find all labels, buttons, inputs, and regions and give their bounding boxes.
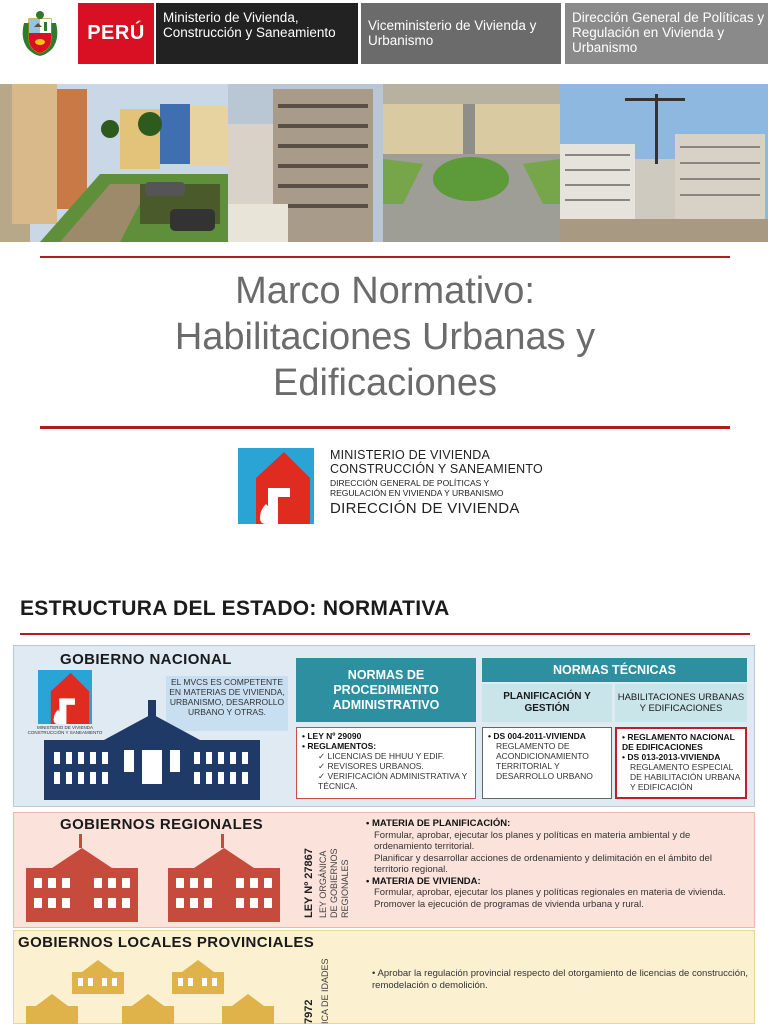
housing-photo xyxy=(0,84,228,242)
ley-regional-desc-2: DE GOBIERNOS xyxy=(329,848,339,918)
mvcs-note: EL MVCS ES COMPETENTE EN MATERIAS DE VIVIENDA, URBANISMO, DESARROLLO URBANO Y OTRAS. xyxy=(166,676,288,731)
photo-strip xyxy=(0,84,768,242)
hab-rne: • REGLAMENTO NACIONAL DE EDIFICACIONES xyxy=(622,732,735,752)
roundabout-photo xyxy=(383,84,560,242)
ministry-logo-icon xyxy=(238,448,314,524)
ley-regional-vertical-label xyxy=(296,818,356,924)
proc-sub-3: ✓ VERIFICACIÓN ADMINISTRATIVA Y TÉCNICA. xyxy=(318,771,468,791)
government-palace-icon xyxy=(44,700,260,800)
title-line-1: Marco Normativo: xyxy=(235,270,535,312)
logo-line-5: DIRECCIÓN DE VIVIENDA xyxy=(330,500,520,517)
regional-buildings-icon xyxy=(22,834,284,924)
peru-label: PERÚ xyxy=(78,3,154,64)
planificacion-gestion-header: PLANIFICACIÓN Y GESTIÓN xyxy=(482,684,612,722)
plan-ds: • DS 004-2011-VIVIENDA xyxy=(488,731,586,741)
plan-desc: REGLAMENTO DE ACONDICIONAMIENTO TERRITORIAL Y DESARROLLO URBANO xyxy=(496,741,593,781)
materia-planificacion-title: • MATERIA DE PLANIFICACIÓN: xyxy=(366,818,511,829)
proc-sub-2: ✓ REVISORES URBANOS. xyxy=(318,761,424,771)
local-buildings-icon xyxy=(22,956,284,1024)
gobierno-nacional-title: GOBIERNO NACIONAL xyxy=(60,651,232,668)
gobiernos-locales-title: GOBIERNOS LOCALES PROVINCIALES xyxy=(18,934,315,951)
ministry-label: Ministerio de Vivienda, Construcción y Saneamiento xyxy=(156,3,358,64)
peru-coat-of-arms-icon xyxy=(18,9,62,57)
materia-planificacion-text-1: Formular, aprobar, ejecutar los planes y políticas en materia ambiental y de ordenamiento territorial. xyxy=(374,829,691,852)
normas-tecnicas-header: NORMAS TÉCNICAS xyxy=(482,658,747,682)
vice-ministry-label: Viceministerio de Vivienda y Urbanismo xyxy=(361,3,561,64)
logo-line-1: MINISTERIO DE VIVIENDA xyxy=(330,448,490,462)
habilitaciones-box xyxy=(615,727,747,799)
logo-line-3: DIRECCIÓN GENERAL DE POLÍTICAS Y xyxy=(330,478,490,488)
title-line-2: Habilitaciones Urbanas y xyxy=(174,316,596,358)
logo-line-4: REGULACIÓN EN VIVIENDA Y URBANISMO xyxy=(330,488,504,498)
materia-planificacion-text-2: Planificar y desarrollar acciones de ordenamiento y delimitación en el ámbito del territorio regional. xyxy=(374,852,712,875)
habilitaciones-edificaciones-header: HABILITACIONES URBANAS Y EDIFICACIONES xyxy=(615,684,747,722)
hab-desc: REGLAMENTO ESPECIAL DE HABILITACIÓN URBANA Y EDIFICACIÓN xyxy=(630,762,740,792)
logo-text xyxy=(330,448,570,518)
ley-local-number: 7972 xyxy=(303,999,315,1024)
materia-vivienda-text-2: Promover la ejecución de programas de vivienda urbana y rural. xyxy=(374,898,644,910)
materia-vivienda-title: • MATERIA DE VIVIENDA: xyxy=(366,875,481,887)
section-title: ESTRUCTURA DEL ESTADO: NORMATIVA xyxy=(20,597,450,620)
ley-regional-number: LEY Nº 27867 xyxy=(303,848,315,918)
ley-local-vertical-label xyxy=(296,958,356,1024)
title-bottom-rule xyxy=(40,426,730,429)
hab-ds: • DS 013-2013-VIVIENDA xyxy=(622,752,721,762)
logo-line-2: CONSTRUCCIÓN Y SANEAMIENTO xyxy=(330,462,543,476)
gobiernos-regionales-title: GOBIERNOS REGIONALES xyxy=(60,816,264,833)
ley-local-desc: ICA DE IDADES xyxy=(320,958,330,1024)
title-line-3: Edificaciones xyxy=(273,362,497,404)
proc-sub-1: ✓ LICENCIAS DE HHUU Y EDIF. xyxy=(318,751,445,761)
procedimiento-box xyxy=(296,727,476,799)
ley-regional-desc-3: REGIONALES xyxy=(340,859,350,918)
construction-photo xyxy=(228,84,383,242)
ministry-mini-logo-text: MINISTERIO DE VIVIENDA CONSTRUCCIÓN Y SANEAMIENTO xyxy=(27,725,103,735)
regional-text xyxy=(366,818,748,910)
proc-ley: • LEY Nº 29090 xyxy=(302,731,362,741)
direction-label: Dirección General de Políticas y Regulación en Vivienda y Urbanismo xyxy=(565,3,768,64)
materia-vivienda-text-1: Formular, aprobar, ejecutar los planes y políticas regionales en materia de vivienda. xyxy=(374,887,726,898)
planificacion-box xyxy=(482,727,612,799)
local-text: • Aprobar la regulación provincial respecto del otorgamiento de licencias de construcción, remodelación o demolición. xyxy=(372,968,748,991)
page-title xyxy=(40,268,730,406)
normas-procedimiento-header: NORMAS DE PROCEDIMIENTO ADMINISTRATIVO xyxy=(296,658,476,722)
proc-reglamentos: • REGLAMENTOS: xyxy=(302,741,377,751)
ley-regional-desc-1: LEY ORGÁNICA xyxy=(318,850,328,918)
towers-photo xyxy=(560,84,768,242)
title-top-rule xyxy=(40,256,730,258)
section-rule xyxy=(20,633,750,635)
